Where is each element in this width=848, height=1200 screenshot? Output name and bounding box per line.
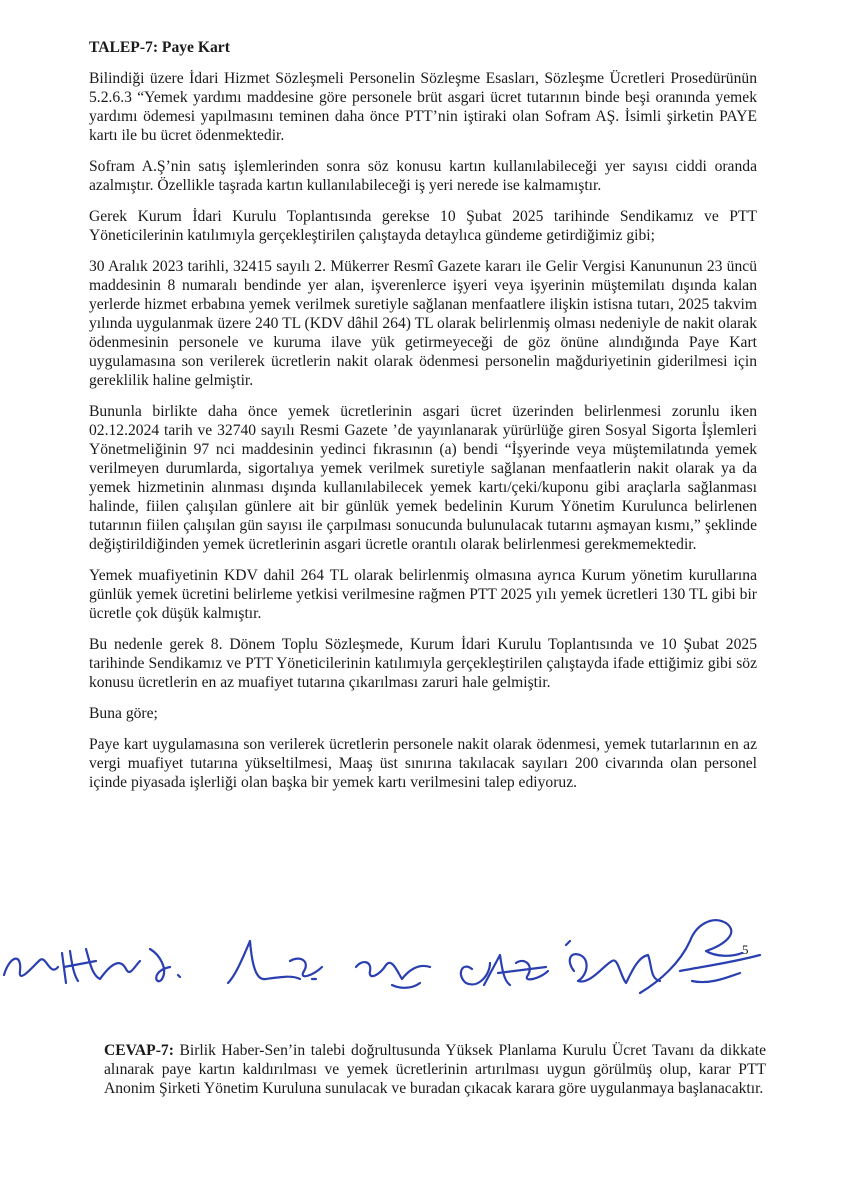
request-paragraph-8: Buna göre; (89, 705, 158, 722)
request-paragraph-7: Bu nedenle gerek 8. Dönem Toplu Sözleşmede, Kurum İdari Kurulu Toplantısında ve 10 Şubat 2025 tarihinde Sendikamız ve PTT Yöneticilerinin katılımıyla gerçekleştirilen çalıştayda ifade ettiğimiz gibi söz konusu ücretlerin en az muafiyet tutarına çıkarılması zaruri hale gelmiştir. (89, 636, 757, 691)
request-paragraph-1: Bilindiği üzere İdari Hizmet Sözleşmeli Personelin Sözleşme Esasları, Sözleşme Ücretleri Prosedürünün 5.2.6.3 “Yemek yardımı maddesine göre personele brüt asgari ücret tutarının binde beşi oranında yemek yardımı ödemesi yapılmasını teminen daha önce PTT’nin iştiraki olan Sofram AŞ. İsimli şirketin PAYE kartı ile bu ücret ödenmektedir. (89, 70, 757, 144)
request-section (89, 38, 757, 804)
signatures (0, 905, 848, 1015)
request-paragraph-3: Gerek Kurum İdari Kurulu Toplantısında gerekse 10 Şubat 2025 tarihinde Sendikamız ve PTT Yöneticilerinin katılımıyla gerçekleştirilen çalıştayda detaylıca gündeme getirdiğimiz gibi; (89, 208, 757, 244)
request-paragraph-2: Sofram A.Ş’nin satış işlemlerinden sonra söz konusu kartın kullanılabileceği yer sayısı ciddi oranda azalmıştır. Özellikle taşrada kartın kullanılabileceği iş yeri nerede ise kalmamıştır. (89, 158, 757, 194)
answer-text: Birlik Haber-Sen’in talebi doğrultusunda Yüksek Planlama Kurulu Ücret Tavanı da dikkate alınarak paye kartın kaldırılması ve yemek ücretlerinin artırılması uygun görülmüş olup, karar PTT Anonim Şirketi Yönetim Kuruluna sunulacak ve buradan çıkacak karara göre uygulanmaya başlanacaktır. (104, 1042, 766, 1097)
request-paragraph-9: Paye kart uygulamasına son verilerek ücretlerin personele nakit olarak ödenmesi, yemek tutarlarının en az vergi muafiyet tutarına yükseltilmesi, Maaş üst sınırına takılacak sayıları 200 civarında olan personel içinde piyasada işlerliği olan başka bir yemek kartı verilmesini talep ediyoruz. (89, 736, 757, 791)
signature-3 (356, 962, 430, 988)
request-paragraph-6: Yemek muafiyetinin KDV dahil 264 TL olarak belirlenmiş olmasına ayrıca Kurum yönetim kurullarına günlük yemek ücretini belirleme yetkisi verilmesine rağmen PTT 2025 yılı yemek ücretleri 130 TL gibi bir ücretle çok düşük kalmıştır. (89, 567, 757, 622)
answer-label: CEVAP-7: (104, 1042, 174, 1059)
signature-2 (228, 941, 322, 983)
signature-1 (4, 949, 180, 983)
signature-5 (566, 920, 760, 993)
signature-4 (461, 955, 548, 985)
request-heading: TALEP-7: Paye Kart (89, 39, 230, 56)
request-paragraph-4: 30 Aralık 2023 tarihli, 32415 sayılı 2. Mükerrer Resmî Gazete kararı ile Gelir Vergisi Kanununun 23 üncü maddesinin 8 numaralı bendinde yer alan, işverenlerce işyeri veya işyerinin müştemilatı dışında kalan yerlerde hizmet erbabına yemek verilmek suretiyle sağlanan menfaatlere ilişkin istisna tutarı, 2025 takvim yılında uygulanmak üzere 240 TL (KDV dâhil 264) TL olarak belirlenmiş olması nedeniyle de nakit olarak ödenmesinin personele ve kuruma ilave yük getirmeyeceği de göz önüne alındığında Paye Kart uygulamasına son verilerek ücretlerin nakit olarak ödenmesi personelin mağduriyetinin giderilmesi için gereklilik haline gelmiştir. (89, 258, 757, 389)
request-paragraph-5: Bununla birlikte daha önce yemek ücretlerinin asgari ücret üzerinden belirlenmesi zorunlu iken 02.12.2024 tarih ve 32740 sayılı Resmi Gazete ’de yayınlanarak yürürlüğe giren Sosyal Sigorta İşlemleri Yönetmeliğinin 97 nci maddesinin yedinci fıkrasının (a) bendi “İşyerinde veya müştemilatında yemek verilmeyen durumlarda, sigortalıya yemek verilmek suretiyle sağlanan menfaatlerin nakit olarak ya da yemek hizmetinin alınması dışında kullanılabilecek yemek kartı/çeki/kuponu gibi araçlarla sağlanması halinde, fiilen çalışılan günlere ait bir günlük yemek bedelinin Kurum Yönetim Kurulunca belirlenen tutarının fiilen çalışılan gün sayısı ile çarpılması sonucunda bulunulacak tutarını aşmayan kısmı,” şeklinde değiştirildiğinden yemek ücretlerinin asgari ücretle orantılı olarak belirlenmesi gerekmemektedir. (89, 403, 757, 553)
page-number: 5 (742, 942, 749, 957)
answer-section (104, 1041, 766, 1098)
